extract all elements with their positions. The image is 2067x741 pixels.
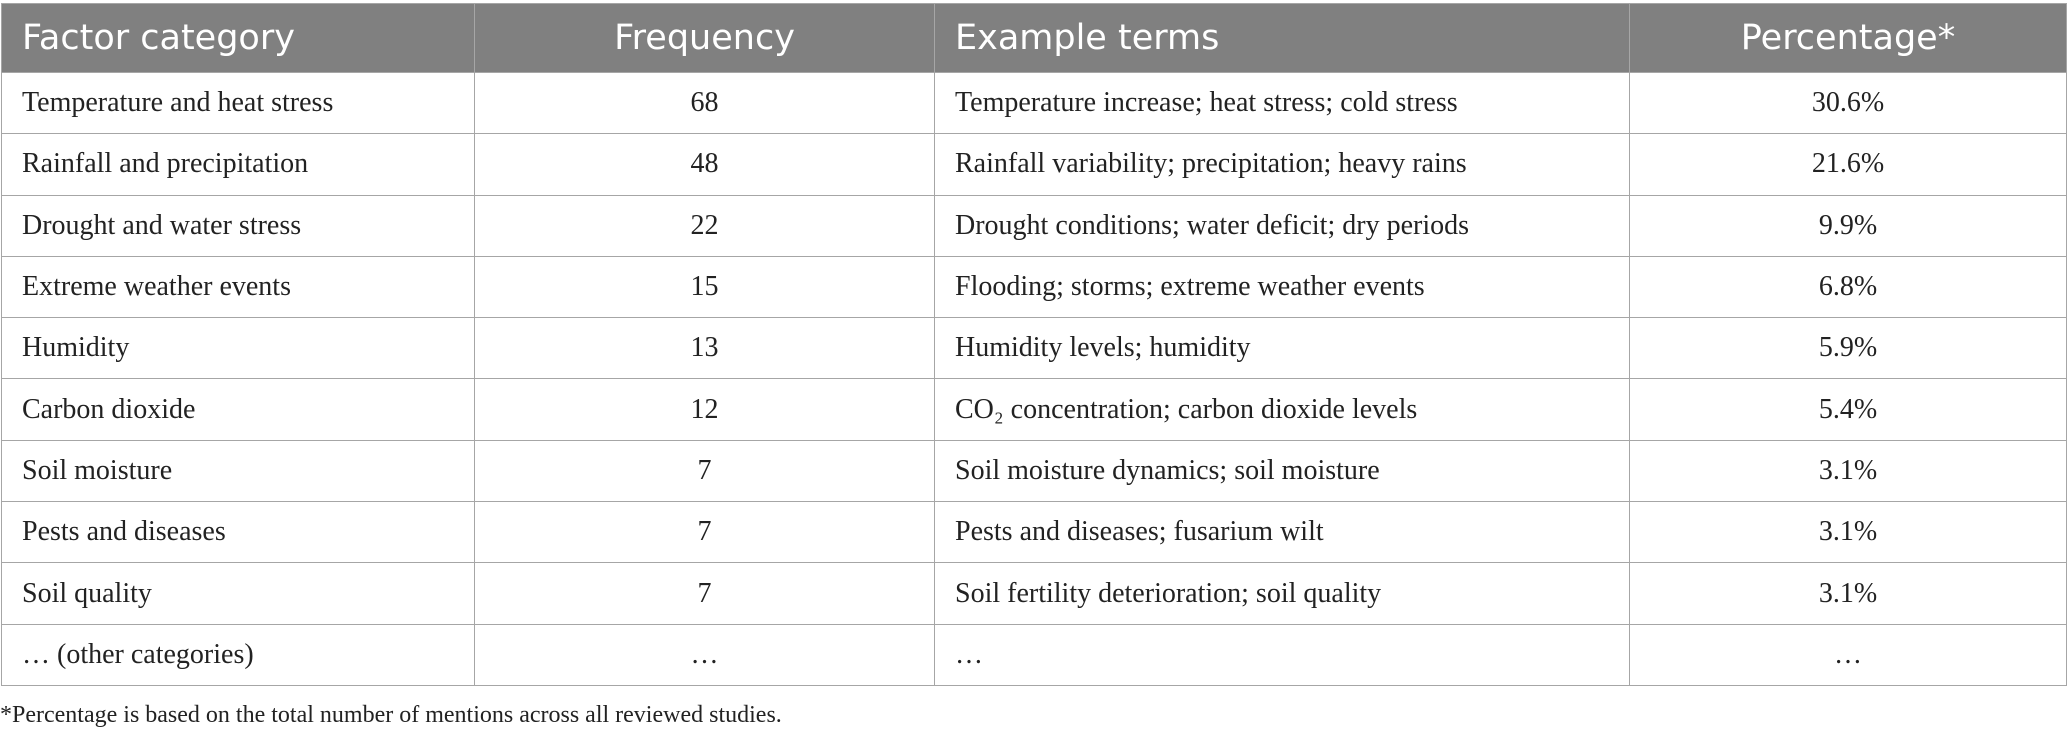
cell-example-terms: Soil moisture dynamics; soil moisture bbox=[935, 440, 1630, 501]
table-footnote: *Percentage is based on the total number of mentions across all reviewed studies. bbox=[0, 702, 782, 728]
cell-percentage: 5.4% bbox=[1630, 379, 2067, 440]
table-row bbox=[2, 73, 2067, 134]
cell-factor-category: … (other categories) bbox=[2, 624, 475, 685]
table-row bbox=[2, 379, 2067, 440]
cell-example-terms: Flooding; storms; extreme weather events bbox=[935, 256, 1630, 317]
cell-example-terms: Drought conditions; water deficit; dry periods bbox=[935, 195, 1630, 256]
cell-example-terms: Soil fertility deterioration; soil quality bbox=[935, 563, 1630, 624]
header-factor-category: Factor category bbox=[2, 4, 475, 73]
cell-percentage: 21.6% bbox=[1630, 134, 2067, 195]
cell-frequency: 7 bbox=[475, 563, 935, 624]
cell-frequency: 7 bbox=[475, 440, 935, 501]
cell-factor-category: Carbon dioxide bbox=[2, 379, 475, 440]
cell-percentage: 30.6% bbox=[1630, 73, 2067, 134]
cell-frequency: 68 bbox=[475, 73, 935, 134]
cell-example-terms: … bbox=[935, 624, 1630, 685]
cell-percentage: 9.9% bbox=[1630, 195, 2067, 256]
cell-factor-category: Humidity bbox=[2, 318, 475, 379]
header-row bbox=[2, 4, 2067, 73]
table-row bbox=[2, 563, 2067, 624]
table-row bbox=[2, 195, 2067, 256]
header-frequency: Frequency bbox=[475, 4, 935, 73]
cell-factor-category: Pests and diseases bbox=[2, 502, 475, 563]
cell-example-terms: Humidity levels; humidity bbox=[935, 318, 1630, 379]
cell-percentage: 3.1% bbox=[1630, 563, 2067, 624]
table-row bbox=[2, 440, 2067, 501]
cell-frequency: 22 bbox=[475, 195, 935, 256]
table-header bbox=[2, 4, 2067, 73]
cell-example-terms: Rainfall variability; precipitation; heavy rains bbox=[935, 134, 1630, 195]
header-example-terms: Example terms bbox=[935, 4, 1630, 73]
cell-frequency: 48 bbox=[475, 134, 935, 195]
cell-example-terms: CO₂ concentration; carbon dioxide levels bbox=[935, 379, 1630, 440]
cell-frequency: … bbox=[475, 624, 935, 685]
cell-example-terms: Temperature increase; heat stress; cold stress bbox=[935, 73, 1630, 134]
cell-factor-category: Drought and water stress bbox=[2, 195, 475, 256]
cell-percentage: 3.1% bbox=[1630, 502, 2067, 563]
table-row bbox=[2, 134, 2067, 195]
table-row bbox=[2, 502, 2067, 563]
cell-frequency: 12 bbox=[475, 379, 935, 440]
cell-percentage: 5.9% bbox=[1630, 318, 2067, 379]
cell-frequency: 13 bbox=[475, 318, 935, 379]
cell-factor-category: Extreme weather events bbox=[2, 256, 475, 317]
cell-factor-category: Soil quality bbox=[2, 563, 475, 624]
table-body bbox=[2, 73, 2067, 686]
table-row bbox=[2, 318, 2067, 379]
cell-factor-category: Temperature and heat stress bbox=[2, 73, 475, 134]
cell-factor-category: Rainfall and precipitation bbox=[2, 134, 475, 195]
data-table-container bbox=[1, 3, 2066, 686]
header-percentage: Percentage* bbox=[1630, 4, 2067, 73]
table-row bbox=[2, 256, 2067, 317]
cell-frequency: 15 bbox=[475, 256, 935, 317]
table-row bbox=[2, 624, 2067, 685]
factor-category-table bbox=[1, 3, 2067, 686]
cell-factor-category: Soil moisture bbox=[2, 440, 475, 501]
cell-percentage: 6.8% bbox=[1630, 256, 2067, 317]
cell-example-terms: Pests and diseases; fusarium wilt bbox=[935, 502, 1630, 563]
cell-frequency: 7 bbox=[475, 502, 935, 563]
cell-percentage: … bbox=[1630, 624, 2067, 685]
cell-percentage: 3.1% bbox=[1630, 440, 2067, 501]
